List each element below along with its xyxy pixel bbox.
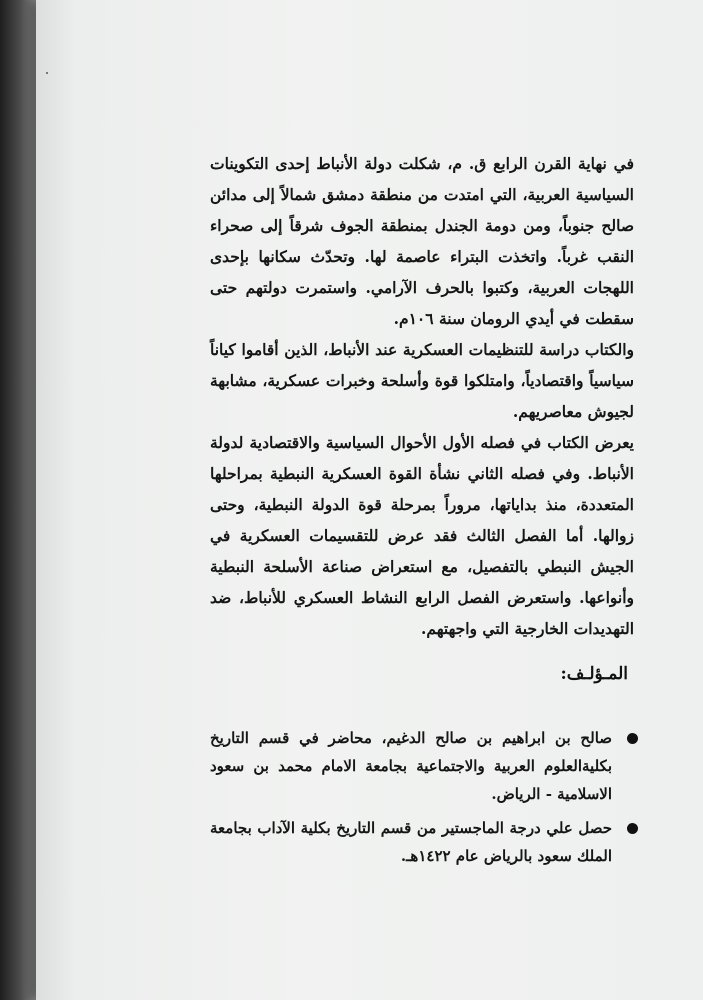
- author-bio-list: [210, 724, 642, 876]
- bullet-icon: [627, 733, 638, 744]
- book-spine: [0, 0, 36, 1000]
- author-bio-item: [210, 724, 642, 808]
- bullet-icon: [627, 823, 638, 834]
- description-paragraph-3: يعرض الكتاب في فصله الأول الأحوال السياسية والاقتصادية لدولة الأنباط. وفي فصله الثاني نشأة القوة العسكرية النبطية بمراحلها المتعددة، منذ بداياتها، مروراً بمرحلة قوة الدولة النبطية، وحتى زوالها. أما الفصل الثالث فقد عرض للتقسيمات العسكرية في الجيش النبطي بالتفصيل، مع استعراض صناعة الأسلحة النبطية وأنواعها. واستعرض الفصل الرابع النشاط العسكري للأنباط، ضد التهديدات الخارجية التي واجهتهم.: [210, 433, 634, 638]
- author-bio-item: [210, 814, 642, 870]
- book-description: [210, 148, 634, 644]
- paper-speck: [46, 72, 48, 74]
- author-bio-text: صالح بن ابراهيم بن صالح الدغيم، محاضر في قسم التاريخ بكليةالعلوم العربية والاجتماعية بجامعة الامام محمد بن سعود الاسلامية - الرياض.: [210, 729, 612, 803]
- author-bio-text: حصل علي درجة الماجستير من قسم التاريخ بكلية الآداب بجامعة الملك سعود بالرياض عام ١٤٢٢هـ.: [210, 819, 612, 865]
- author-heading: المـؤلـف:: [560, 664, 628, 684]
- description-paragraph-1: في نهاية القرن الرابع ق. م، شكلت دولة الأنباط إحدى التكوينات السياسية العربية، التي امتدت من منطقة دمشق شمالاً إلى مدائن صالح جنوباً، ومن دومة الجندل بمنطقة الجوف شرقاً إلى صحراء النقب غرباً. واتخذت البتراء عاصمة لها. وتحدّث سكانها بإحدى اللهجات العربية، وكتبوا بالحرف الآرامي. واستمرت دولتهم حتى سقطت في أيدي الرومان سنة ١٠٦م.: [210, 154, 634, 328]
- description-paragraph-2: والكتاب دراسة للتنظيمات العسكرية عند الأنباط، الذين أقاموا كياناً سياسياً واقتصادياً، وامتلكوا قوة وأسلحة وخبرات عسكرية، مشابهة لجيوش معاصريهم.: [210, 340, 634, 421]
